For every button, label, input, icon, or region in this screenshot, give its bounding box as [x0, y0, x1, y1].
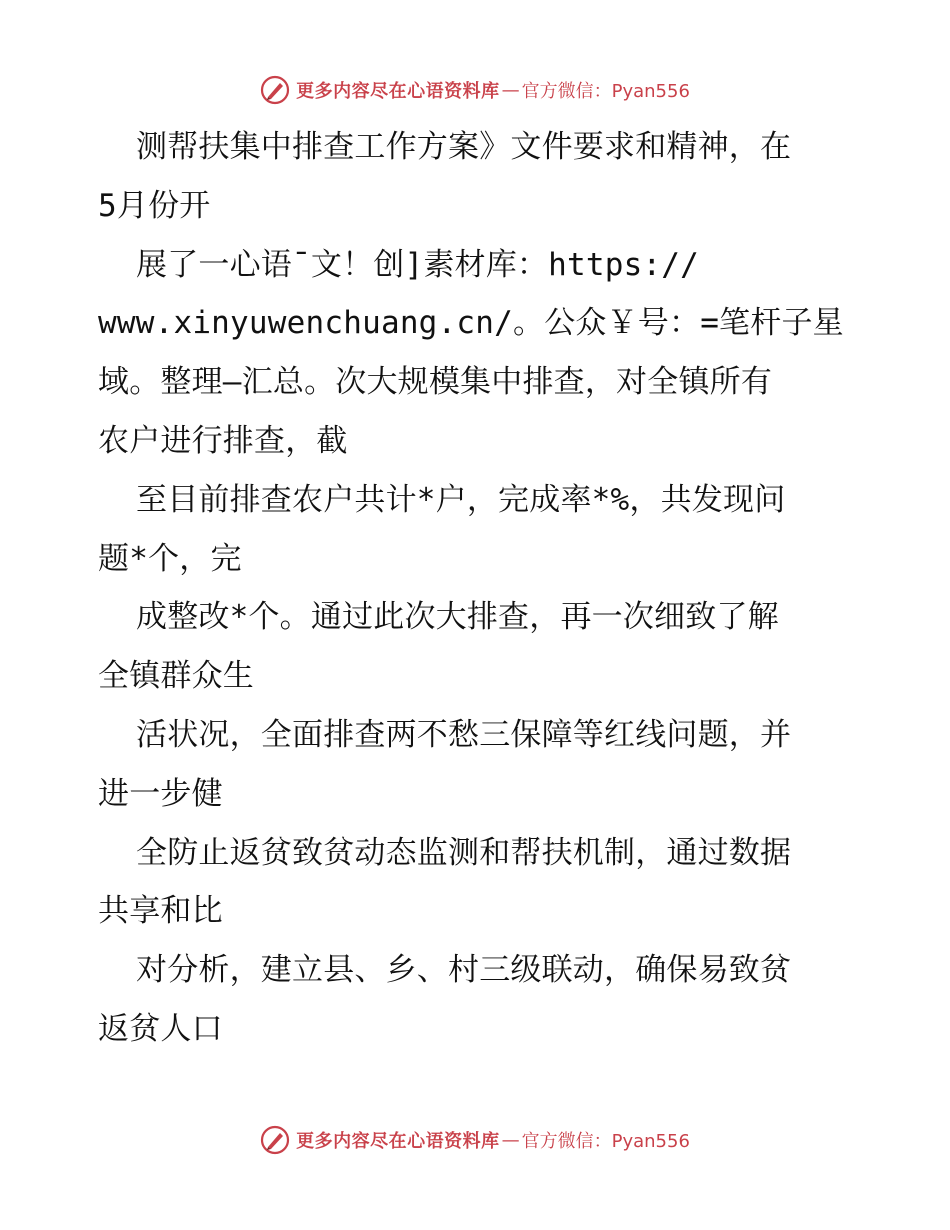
text-line: 对分析，建立县、乡、村三级联动，确保易致贫 — [136, 952, 792, 989]
text-line: 全防止返贫致贫动态监测和帮扶机制，通过数据 — [136, 834, 792, 871]
banner-wechat: 官方微信：Pyan556 — [521, 81, 690, 102]
banner-text: 更多内容尽在心语资料库 — [296, 81, 500, 102]
text-line: 至目前排查农户共计*户，完成率*%，共发现问 — [136, 481, 786, 518]
text-line: 农户进行排查，截 — [98, 422, 348, 459]
banner-separator: — — [501, 1129, 520, 1151]
text-line: 共享和比 — [98, 893, 223, 930]
pen-logo-icon — [260, 1125, 290, 1155]
footer-banner — [0, 1120, 950, 1160]
text-line: 测帮扶集中排查工作方案》文件要求和精神，在 — [136, 129, 792, 165]
text-line: 题*个，完 — [98, 540, 242, 577]
text-line: 域。整理—汇总。次大规模集中排查，对全镇所有 — [98, 364, 773, 401]
banner-text: 更多内容尽在心语资料库 — [296, 1131, 500, 1152]
text-line: 活状况，全面排查两不愁三保障等红线问题，并 — [136, 716, 792, 753]
banner-separator: — — [501, 79, 520, 101]
text-line: 全镇群众生 — [98, 658, 254, 695]
pen-logo-icon — [260, 75, 290, 105]
text-line: 展了一心语¯文！创]素材库：https:// — [136, 246, 700, 283]
text-line: 成整改*个。通过此次大排查，再一次细致了解 — [136, 599, 779, 636]
text-line: www.xinyuwenchuang.cn/。公众￥号：=笔杆子星 — [98, 305, 844, 342]
document-body — [98, 118, 858, 1059]
text-line: 5月份开 — [98, 187, 211, 224]
header-banner — [0, 70, 950, 110]
text-line: 返贫人口 — [98, 1010, 223, 1047]
text-line: 进一步健 — [98, 775, 223, 812]
banner-wechat: 官方微信：Pyan556 — [521, 1131, 690, 1152]
